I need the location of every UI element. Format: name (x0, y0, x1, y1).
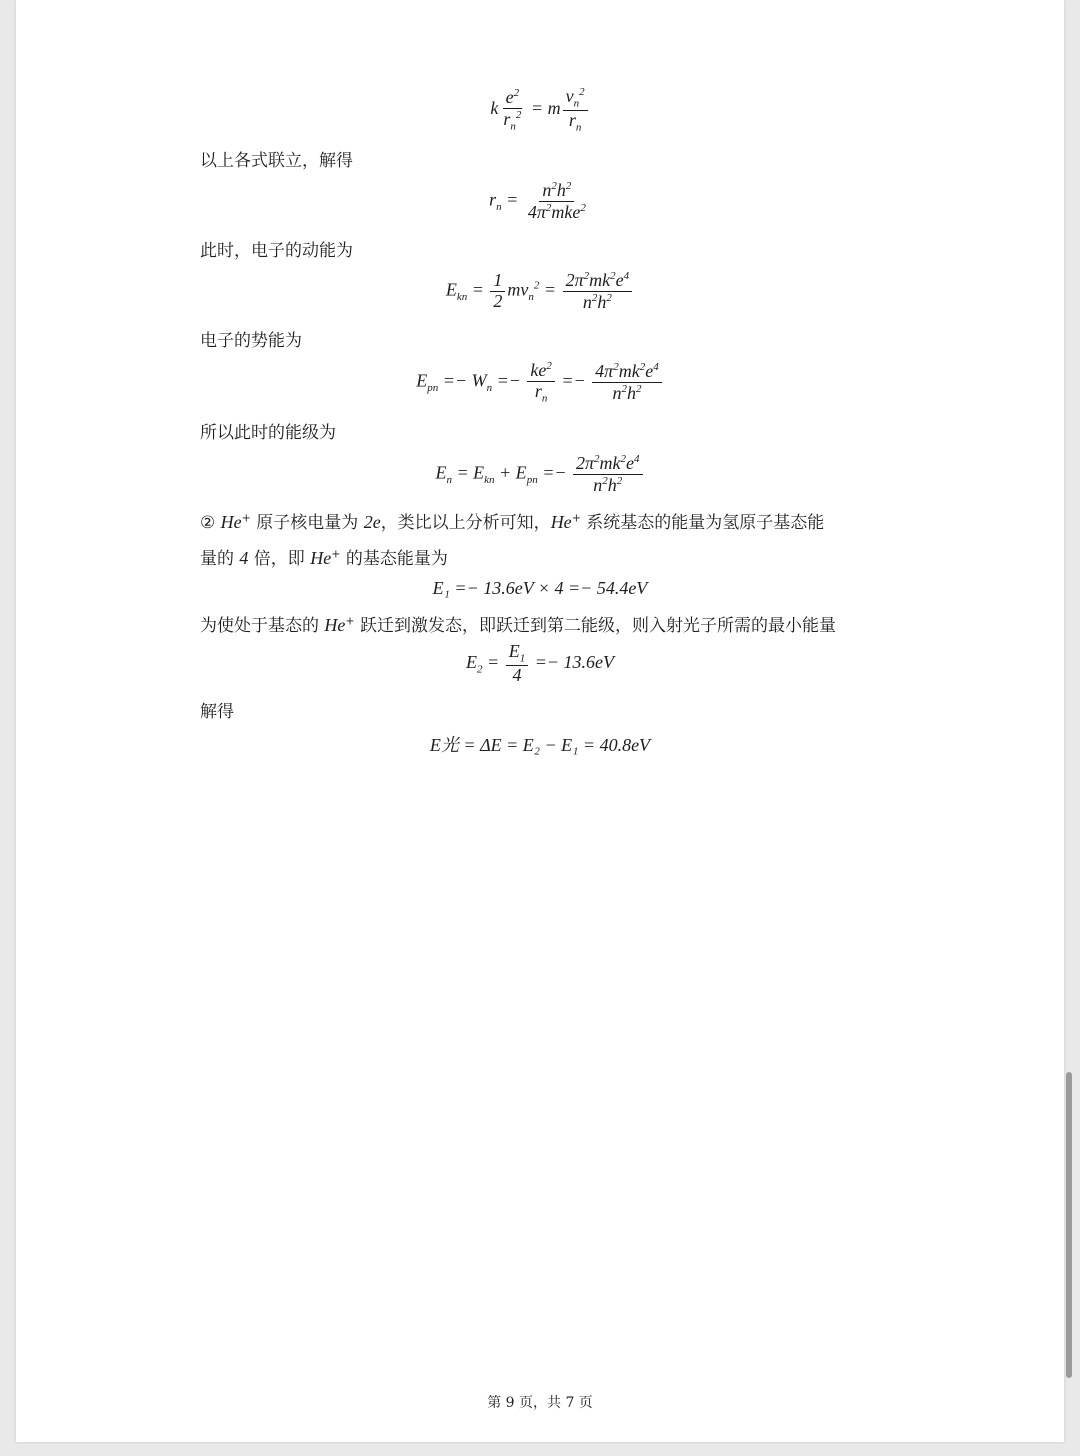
text-line-1: 以上各式联立，解得 (200, 151, 353, 171)
equation-kinetic-energy: $E_{kn}$ = $\frac{1}{2}$ $mv_n^2$ = $\frac{2\pi^2mk^2e^4}{n^2h^2}$ (0, 270, 1080, 313)
factor-four: 4 (239, 548, 249, 568)
circled-two: ② (200, 513, 221, 533)
equation-radius: $r_n$ = $\frac{n^2h^2}{4\pi^2mke^2}$ (489, 180, 586, 222)
text-line-3: 电子的势能为 (200, 331, 302, 351)
text-fragment: 系统基态的能量为氢原子基态能 (580, 513, 825, 533)
charge-value: 2e (363, 512, 381, 532)
e2-result: =− 13.6eV (534, 651, 614, 672)
equation-energy-level: $E_n = E_{kn} + E_{pn}$ =− $\frac{2\pi^2mk^2e^4}{n^2h^2}$ (0, 453, 1080, 496)
text-fragment: ，类比以上分析可知， (380, 513, 551, 533)
equation-second-level: $E_2$ = $\frac{E_1}{4}$ =− 13.6eV (466, 641, 614, 685)
text-fragment: 跃迁到激发态，即跃迁到第二能级，则入射光子所需的最小能量 (354, 616, 837, 636)
equation-coulomb-centripetal: k $\frac{e^2}{r_n^2}$ = m $\frac{v_n^2}{r_n}$ (0, 86, 1080, 133)
text-line-7: 为使处于基态的 He+ 跃迁到激发态，即跃迁到第二能级，则入射光子所需的最小能量 (200, 614, 837, 636)
he-symbol: He (220, 512, 242, 532)
text-line-5: ② He+ 原子核电量为 2e，类比以上分析可知，He+ 系统基态的能量为氢原子基态能 (200, 511, 825, 533)
he-symbol: He (310, 548, 332, 568)
page-number-footer: 第 9 页，共 7 页 (487, 1395, 593, 1411)
text-fragment: 倍，即 (248, 549, 311, 569)
text-line-2: 此时，电子的动能为 (200, 241, 353, 261)
text-fragment: 原子核电量为 (250, 513, 364, 533)
he-symbol: He (550, 512, 572, 532)
vertical-scrollbar[interactable] (1066, 1072, 1072, 1378)
equation-ground-state: E₁ =− 13.6eV × 4 =− 54.4eV (432, 578, 648, 598)
text-fragment: 为使处于基态的 (200, 616, 325, 636)
text-line-4: 所以此时的能级为 (200, 423, 336, 443)
text-line-6: 量的 4 倍，即 He+ 的基态能量为 (200, 547, 448, 569)
equation-potential-energy: $E_{pn} =- W_n$ =− $\frac{ke^2}{r_n}$ =− $\frac{4\pi^2mk^2e^4}{n^2h^2}$ (0, 360, 1080, 404)
text-fragment: 量的 (200, 549, 240, 569)
text-fragment: 的基态能量为 (340, 549, 448, 569)
he-symbol: He (324, 615, 346, 635)
equation-photon-energy: E光 = ΔE = E₂ − E₁ = 40.8eV (429, 735, 651, 755)
text-line-8: 解得 (200, 702, 234, 722)
